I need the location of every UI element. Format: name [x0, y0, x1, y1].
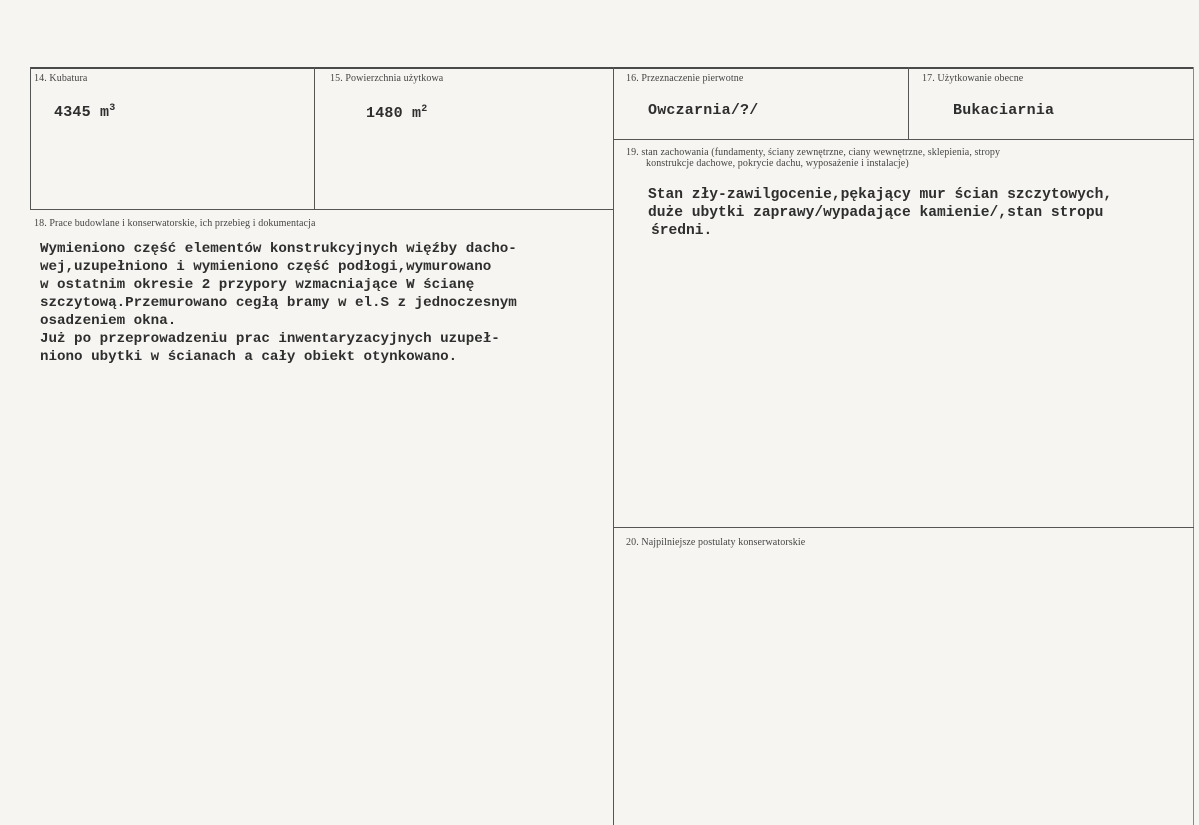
divider-16-17: [908, 67, 909, 139]
field-14-exponent: 3: [109, 103, 116, 114]
field-19-text: [648, 186, 1112, 240]
field-18-line: szczytową.Przemurowano cegłą bramy w el.S z jednoczesnym: [40, 295, 517, 311]
field-15-number: 1480 m: [366, 105, 422, 122]
field-14-number: 4345 m: [54, 104, 110, 121]
field-16-value: Owczarnia/?/: [648, 102, 759, 119]
field-18-label: 18. Prace budowlane i konserwatorskie, ich przebieg i dokumentacja: [34, 218, 316, 229]
field-18-line: Wymieniono część elementów konstrukcyjnych więźby dacho-: [40, 241, 517, 257]
field-19-line: średni.: [651, 223, 713, 239]
field-14-label: 14. Kubatura: [34, 73, 88, 84]
field-16-label: 16. Przeznaczenie pierwotne: [626, 73, 744, 84]
field-19-label-line2: konstrukcje dachowe, pokrycie dachu, wyposażenie i instalacje): [646, 158, 909, 169]
divider-14-15: [314, 67, 315, 209]
field-20-label: 20. Najpilniejsze postulaty konserwatorskie: [626, 537, 806, 548]
line-under-14-15: [30, 209, 614, 210]
field-18-line: osadzeniem okna.: [40, 313, 177, 329]
right-border: [1193, 67, 1194, 825]
field-18-line: w ostatnim okresie 2 przypory wzmacniające W ścianę: [40, 277, 475, 293]
left-border: [30, 67, 31, 209]
top-border: [30, 67, 1193, 69]
field-18-text: [40, 240, 517, 366]
line-under-16-17: [613, 139, 1194, 140]
field-17-label: 17. Użytkowanie obecne: [922, 73, 1024, 84]
field-18-line: niono ubytki w ścianach a cały obiekt otynkowano.: [40, 349, 458, 365]
field-19-line: Stan zły-zawilgocenie,pękający mur ścian szczytowych,: [648, 187, 1113, 203]
field-19-line: duże ubytki zaprawy/wypadające kamienie/,stan stropu: [648, 205, 1104, 221]
field-15-value: [366, 104, 427, 122]
divider-left-right: [613, 67, 614, 825]
field-15-label: 15. Powierzchnia użytkowa: [330, 73, 444, 84]
field-14-value: [54, 103, 115, 121]
field-15-exponent: 2: [421, 104, 428, 115]
field-18-line: Już po przeprowadzeniu prac inwentaryzacyjnych uzupeł-: [40, 331, 500, 347]
line-above-20: [613, 527, 1194, 528]
field-19-label-line1: 19. stan zachowania (fundamenty, ściany zewnętrzne, ciany wewnętrzne, sklepienia, stropy: [626, 147, 1001, 158]
field-18-line: wej,uzupełniono i wymieniono część podłogi,wymurowano: [40, 259, 492, 275]
field-17-value: Bukaciarnia: [953, 102, 1055, 119]
